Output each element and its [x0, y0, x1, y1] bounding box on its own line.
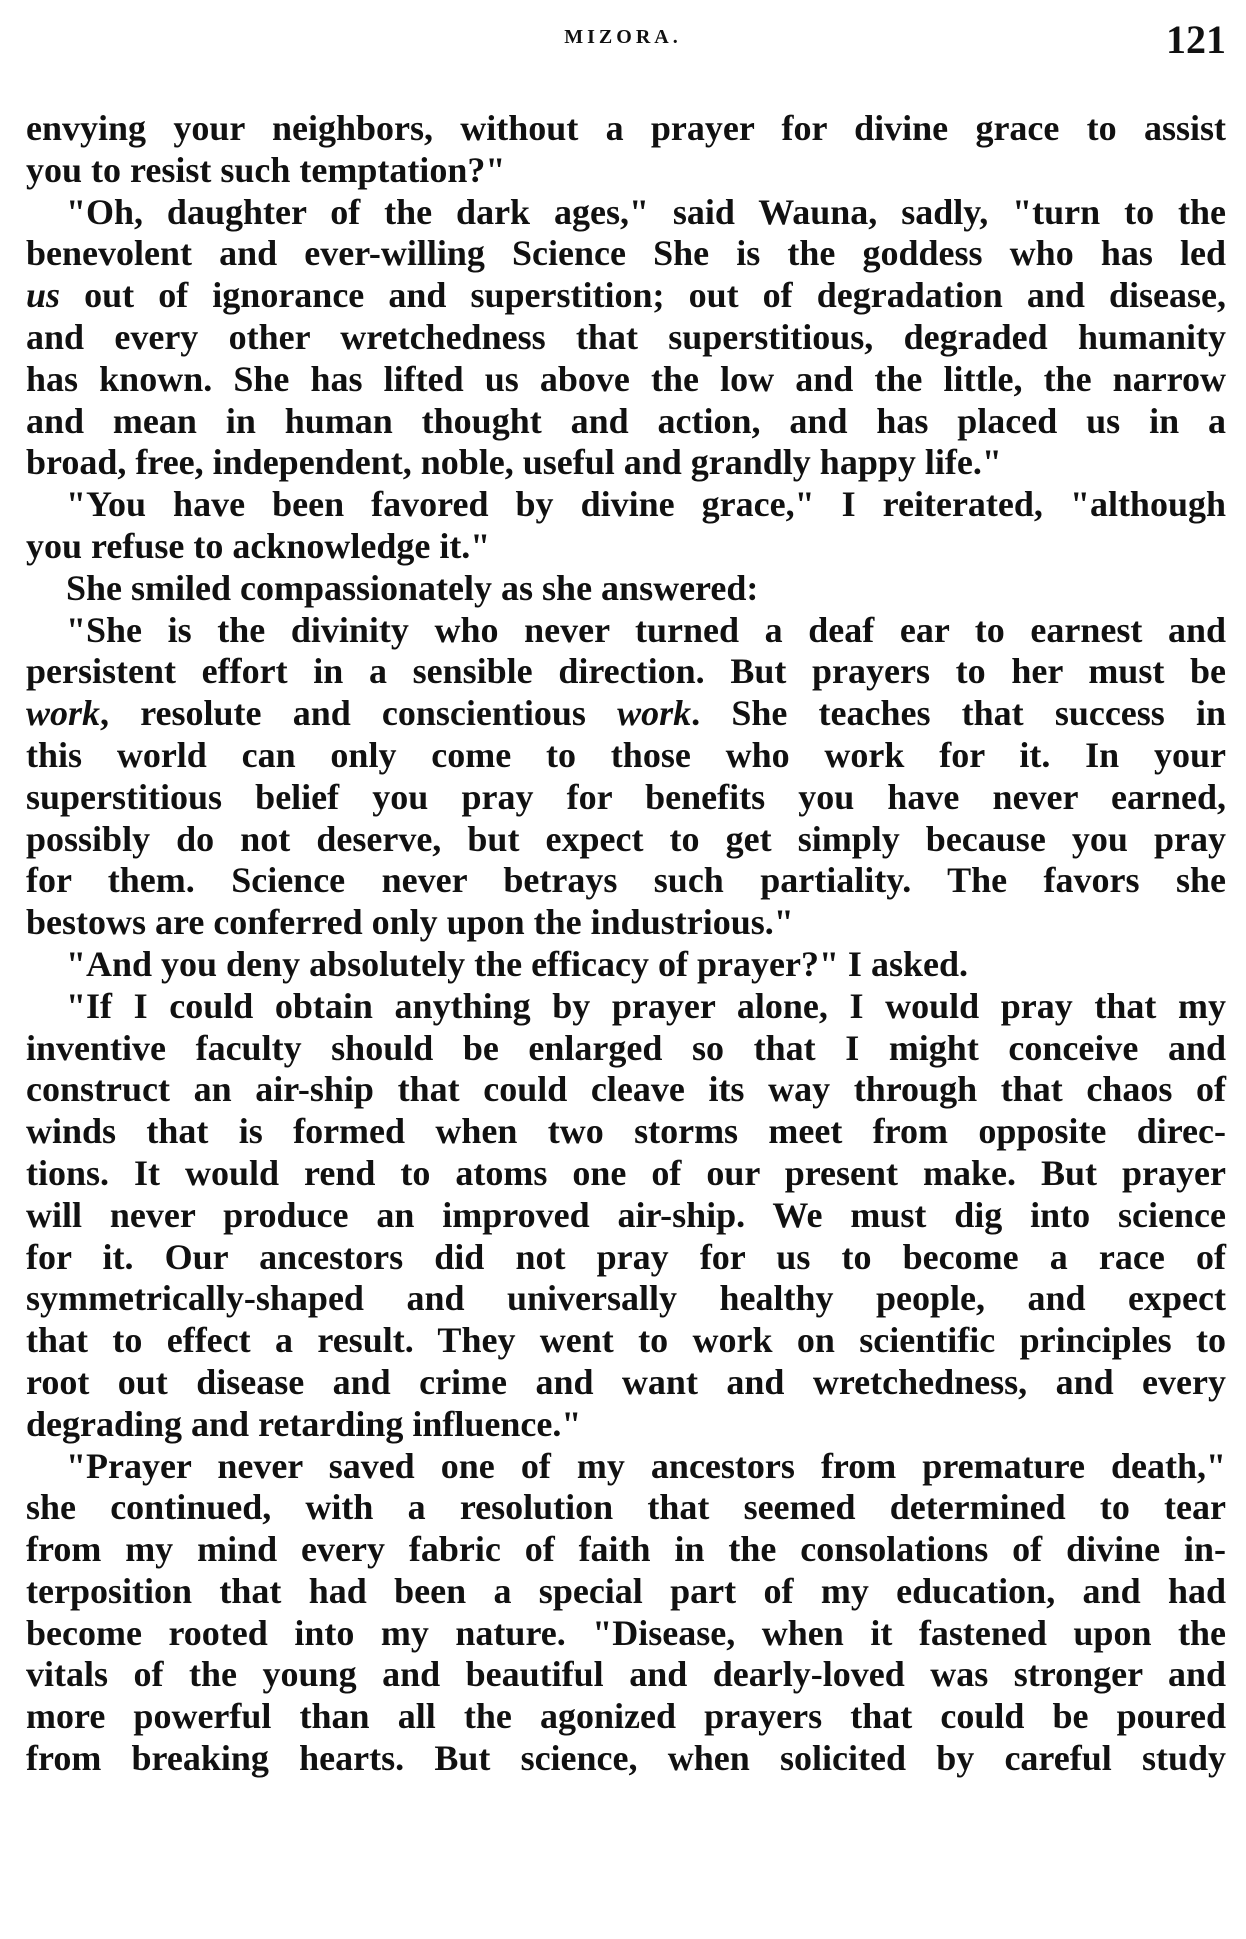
text-line: become rooted into my nature. "Disease, when it fastened upon the [26, 1612, 1226, 1653]
text-line: for it. Our ancestors did not pray for us to become a race of [26, 1236, 1226, 1277]
text-line: "And you deny absolutely the efficacy of prayer?" I asked. [66, 943, 968, 984]
text-line: vitals of the young and beautiful and dearly-loved was stronger and [26, 1654, 1226, 1695]
text-line: and mean in human thought and action, and has placed us in a [26, 400, 1226, 441]
text-line: us out of ignorance and superstition; out of degradation and disease, [26, 275, 1226, 316]
text-line: winds that is formed when two storms meet from opposite direc- [26, 1111, 1226, 1152]
text-line: this world can only come to those who work for it. In your [26, 734, 1226, 775]
text-line: will never produce an improved air-ship. We must dig into science [26, 1194, 1226, 1235]
text-line: She smiled compassionately as she answered: [66, 567, 759, 608]
text-line: she continued, with a resolution that seemed determined to tear [26, 1487, 1226, 1528]
text-line: persistent effort in a sensible direction. But prayers to her must be [26, 651, 1226, 692]
text-line: benevolent and ever-willing Science She is the goddess who has led [26, 233, 1226, 274]
text-line: symmetrically-shaped and universally healthy people, and expect [26, 1278, 1226, 1319]
text-line: "Oh, daughter of the dark ages," said Wauna, sadly, "turn to the [66, 191, 1226, 232]
text-line: possibly do not deserve, but expect to get simply because you pray [26, 818, 1226, 859]
text-line: broad, free, independent, noble, useful and grandly happy life." [26, 442, 1002, 483]
text-line: and every other wretchedness that superstitious, degraded humanity [26, 316, 1226, 357]
text-line: envying your neighbors, without a prayer for divine grace to assist [26, 108, 1226, 148]
text-line: that to effect a result. They went to work on scientific principles to [26, 1320, 1226, 1361]
text-line: "You have been favored by divine grace," I reiterated, "although [66, 484, 1226, 525]
text-line: more powerful than all the agonized prayers that could be poured [26, 1696, 1226, 1737]
text-line: degrading and retarding influence." [26, 1403, 582, 1444]
text-line: "She is the divinity who never turned a deaf ear to earnest and [66, 609, 1226, 650]
text-line: bestows are conferred only upon the industrious." [26, 902, 794, 943]
text-line: from breaking hearts. But science, when solicited by careful study [26, 1738, 1226, 1779]
text-line: inventive faculty should be enlarged so that I might conceive and [26, 1027, 1226, 1068]
page-number: 121 [1166, 17, 1226, 62]
text-line: superstitious belief you pray for benefits you have never earned, [26, 776, 1226, 817]
text-line: "Prayer never saved one of my ancestors from premature death," [66, 1445, 1226, 1486]
text-line: terposition that had been a special part of my education, and had [26, 1570, 1226, 1611]
running-title: MIZORA. [564, 26, 682, 48]
text-line: you refuse to acknowledge it." [26, 525, 491, 566]
text-line: for them. Science never betrays such partiality. The favors she [26, 860, 1226, 901]
text-line: from my mind every fabric of faith in the consolations of divine in- [26, 1529, 1226, 1570]
text-line: you to resist such temptation?" [26, 149, 506, 190]
text-line: work, resolute and conscientious work. She teaches that success in [26, 693, 1227, 734]
text-line: root out disease and crime and want and wretchedness, and every [26, 1361, 1226, 1402]
body-text [26, 108, 1226, 1780]
text-line: tions. It would rend to atoms one of our present make. But prayer [26, 1152, 1226, 1193]
text-line: has known. She has lifted us above the low and the little, the narrow [26, 358, 1226, 399]
text-line: construct an air-ship that could cleave its way through that chaos of [26, 1069, 1226, 1110]
text-line: "If I could obtain anything by prayer alone, I would pray that my [66, 985, 1226, 1026]
